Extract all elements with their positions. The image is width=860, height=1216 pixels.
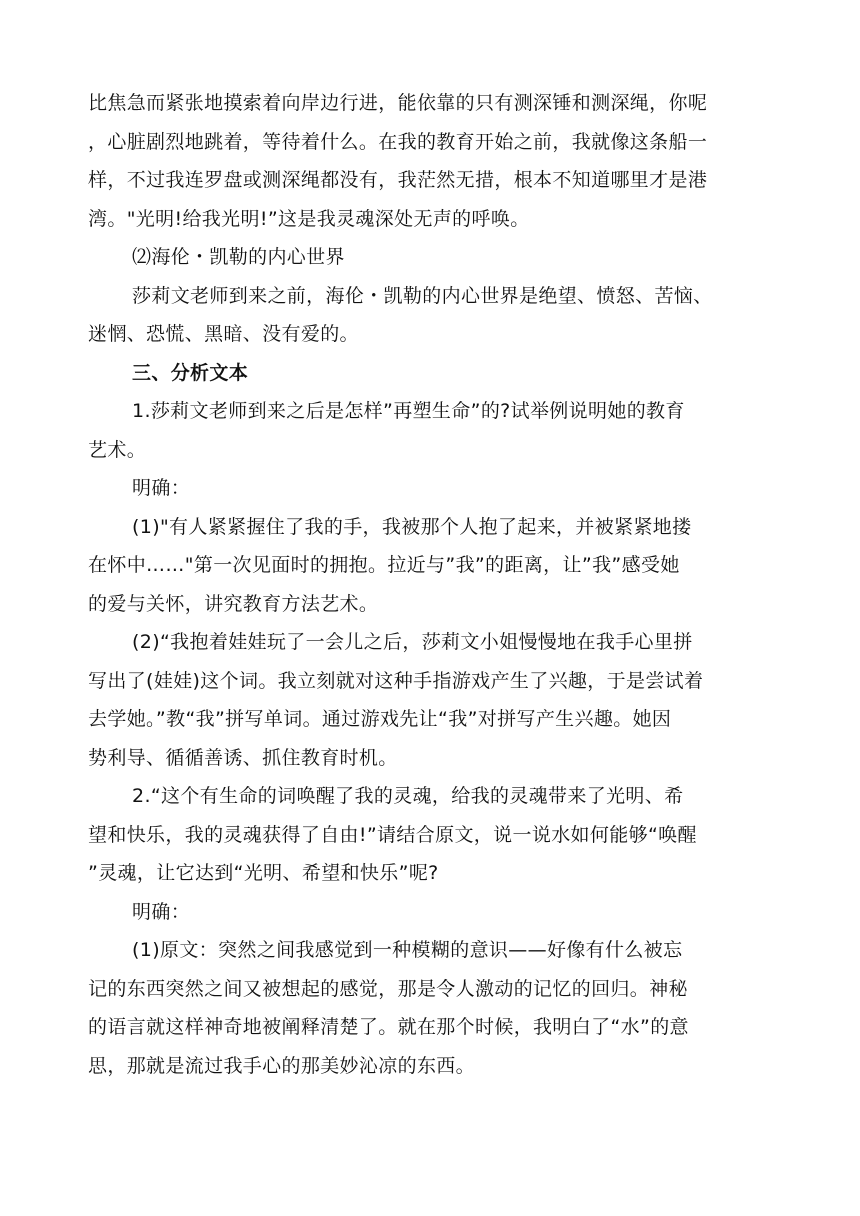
question-2 bbox=[88, 777, 778, 893]
text-line: 势利导、循循善诱、抓住教育时机。 bbox=[88, 746, 398, 769]
text-line: 思，那就是流过我手心的那美妙沁凉的东西。 bbox=[88, 1054, 476, 1077]
text-line: 莎莉文老师到来之前，海伦・凯勒的内心世界是绝望、愤怒、苦恼、 bbox=[132, 284, 713, 307]
subheading-inner-world: ⑵海伦・凯勒的内心世界 bbox=[132, 246, 345, 268]
text-line: 2.“这个有生命的词唤醒了我的灵魂，给我的灵魂带来了光明、希 bbox=[132, 785, 684, 807]
answer-label: 明确： bbox=[132, 900, 191, 923]
paragraph-2 bbox=[88, 277, 778, 354]
text-line: 湾。"光明!给我光明!”这是我灵魂深处无声的呼唤。 bbox=[88, 207, 530, 230]
text-line: (1)"有人紧紧握住了我的手，我被那个人抱了起来，并被紧紧地搂 bbox=[132, 515, 692, 538]
text-line: (1)原文：突然之间我感觉到一种模糊的意识——好像有什么被忘 bbox=[132, 939, 683, 961]
paragraph-1 bbox=[88, 84, 778, 238]
answer-label: 明确： bbox=[132, 477, 191, 499]
text-line: 记的东西突然之间又被想起的感觉，那是令人激动的记忆的回归。神秘 bbox=[88, 977, 688, 1000]
text-line: 艺术。 bbox=[88, 438, 147, 461]
text-line: 1.莎莉文老师到来之后是怎样”再塑生命”的?试举例说明她的教育 bbox=[132, 400, 685, 422]
question-1 bbox=[88, 392, 778, 469]
section-heading-analysis: 三、分析文本 bbox=[132, 361, 249, 384]
text-line: 在怀中……"第一次见面时的拥抱。拉近与”我”的距离，让”我”感受她 bbox=[88, 554, 680, 576]
text-line: 样，不过我连罗盘或测深绳都没有，我茫然无措，根本不知道哪里才是港 bbox=[88, 169, 708, 191]
text-line: 的爱与关怀，讲究教育方法艺术。 bbox=[88, 592, 379, 615]
text-line: (2)“我抱着娃娃玩了一会儿之后，莎莉文小姐慢慢地在我手心里拼 bbox=[132, 631, 693, 653]
text-line: 迷惘、恐慌、黑暗、没有爱的。 bbox=[88, 323, 359, 345]
document-body bbox=[88, 84, 778, 1085]
answer-2-item-1 bbox=[88, 931, 778, 1085]
text-line: 写出了(娃娃)这个词。我立刻就对这种手指游戏产生了兴趣，于是尝试着 bbox=[88, 669, 704, 692]
text-line: 望和快乐，我的灵魂获得了自由!”请结合原文，说一说水如何能够“唤醒 bbox=[88, 823, 697, 846]
answer-1-item-2 bbox=[88, 623, 778, 777]
text-line: 比焦急而紧张地摸索着向岸边行进，能依靠的只有测深锤和测深绳，你呢 bbox=[88, 92, 708, 114]
text-line: 去学她。”教“我”拼写单词。通过游戏先让“我”对拼写产生兴趣。她因 bbox=[88, 708, 672, 730]
answer-1-item-1 bbox=[88, 508, 778, 624]
text-line: 的语言就这样神奇地被阐释清楚了。就在那个时候，我明白了“水”的意 bbox=[88, 1016, 689, 1038]
text-line: ”灵魂，让它达到“光明、希望和快乐”呢? bbox=[88, 862, 439, 884]
text-line: ，心脏剧烈地跳着，等待着什么。在我的教育开始之前，我就像这条船一 bbox=[88, 130, 708, 153]
